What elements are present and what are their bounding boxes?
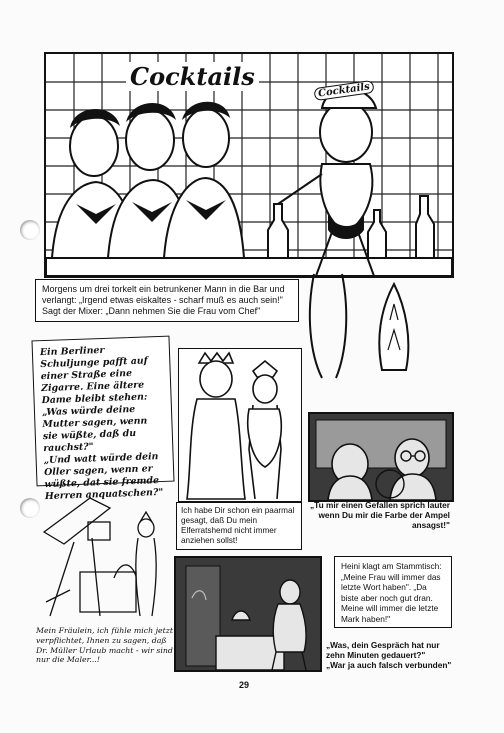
cocktails-hat-label: Cocktails	[313, 80, 374, 101]
waitress-legs	[300, 274, 380, 384]
punch-hole-top	[20, 220, 40, 240]
maler-drawing	[40, 492, 170, 622]
punch-hole-bottom	[20, 498, 40, 518]
ampel-cartoon	[308, 412, 454, 502]
ampel-drawing	[310, 414, 452, 500]
elferrat-caption: Ich habe Dir schon ein paarmal gesagt, daß Du mein Elferratshemd nicht immer anziehen sollst!	[176, 502, 302, 550]
telefon-drawing	[176, 558, 320, 670]
cocktails-sign: Cocktails	[126, 62, 259, 91]
ampel-caption: „Tu mir einen Gefallen sprich lauter wenn Du mir die Farbe der Ampel ansagst!"	[309, 500, 450, 530]
maler-caption: Mein Fräulein, ich fühle mich jetzt verpflichtet, Ihnen zu sagen, daß Dr. Müller Urlaub macht - wir sind nur die Maler...!	[36, 626, 174, 665]
plant-decoration	[372, 280, 416, 372]
maler-cartoon	[40, 492, 170, 622]
elferrat-drawing	[179, 349, 301, 501]
bar-caption: Morgens um drei torkelt ein betrunkener Mann in die Bar und verlangt: „Irgend etwas eiskaltes - scharf muß es auch sein!" Sagt der Mixer: „Dann nehmen Sie die Frau vom Chef"	[35, 279, 299, 322]
telefon-cartoon	[174, 556, 322, 672]
page-number: 29	[238, 680, 249, 690]
telefon-caption: „Was, dein Gespräch hat nur zehn Minuten gedauert?" „War ja auch falsch verbunden"	[326, 640, 452, 670]
elferrat-cartoon	[178, 348, 302, 502]
bar-cartoon	[44, 52, 454, 278]
schuljunge-story: Ein Berliner Schuljunge pafft auf einer Straße eine Zigarre. Eine ältere Dame bleibt stehen: „Was würde deine Mutter sagen, wenn sie wüßte, daß du rauchst?" „Und watt würde dein Oller sagen, wenn er wüßte, dat sie fremde Herren anquatschen?"	[31, 336, 174, 487]
stammtisch-joke: Heini klagt am Stammtisch: „Meine Frau will immer das letzte Wort haben". „Da biste aber noch gut dran. Meine will immer die letzte Mark haben!"	[334, 556, 452, 628]
